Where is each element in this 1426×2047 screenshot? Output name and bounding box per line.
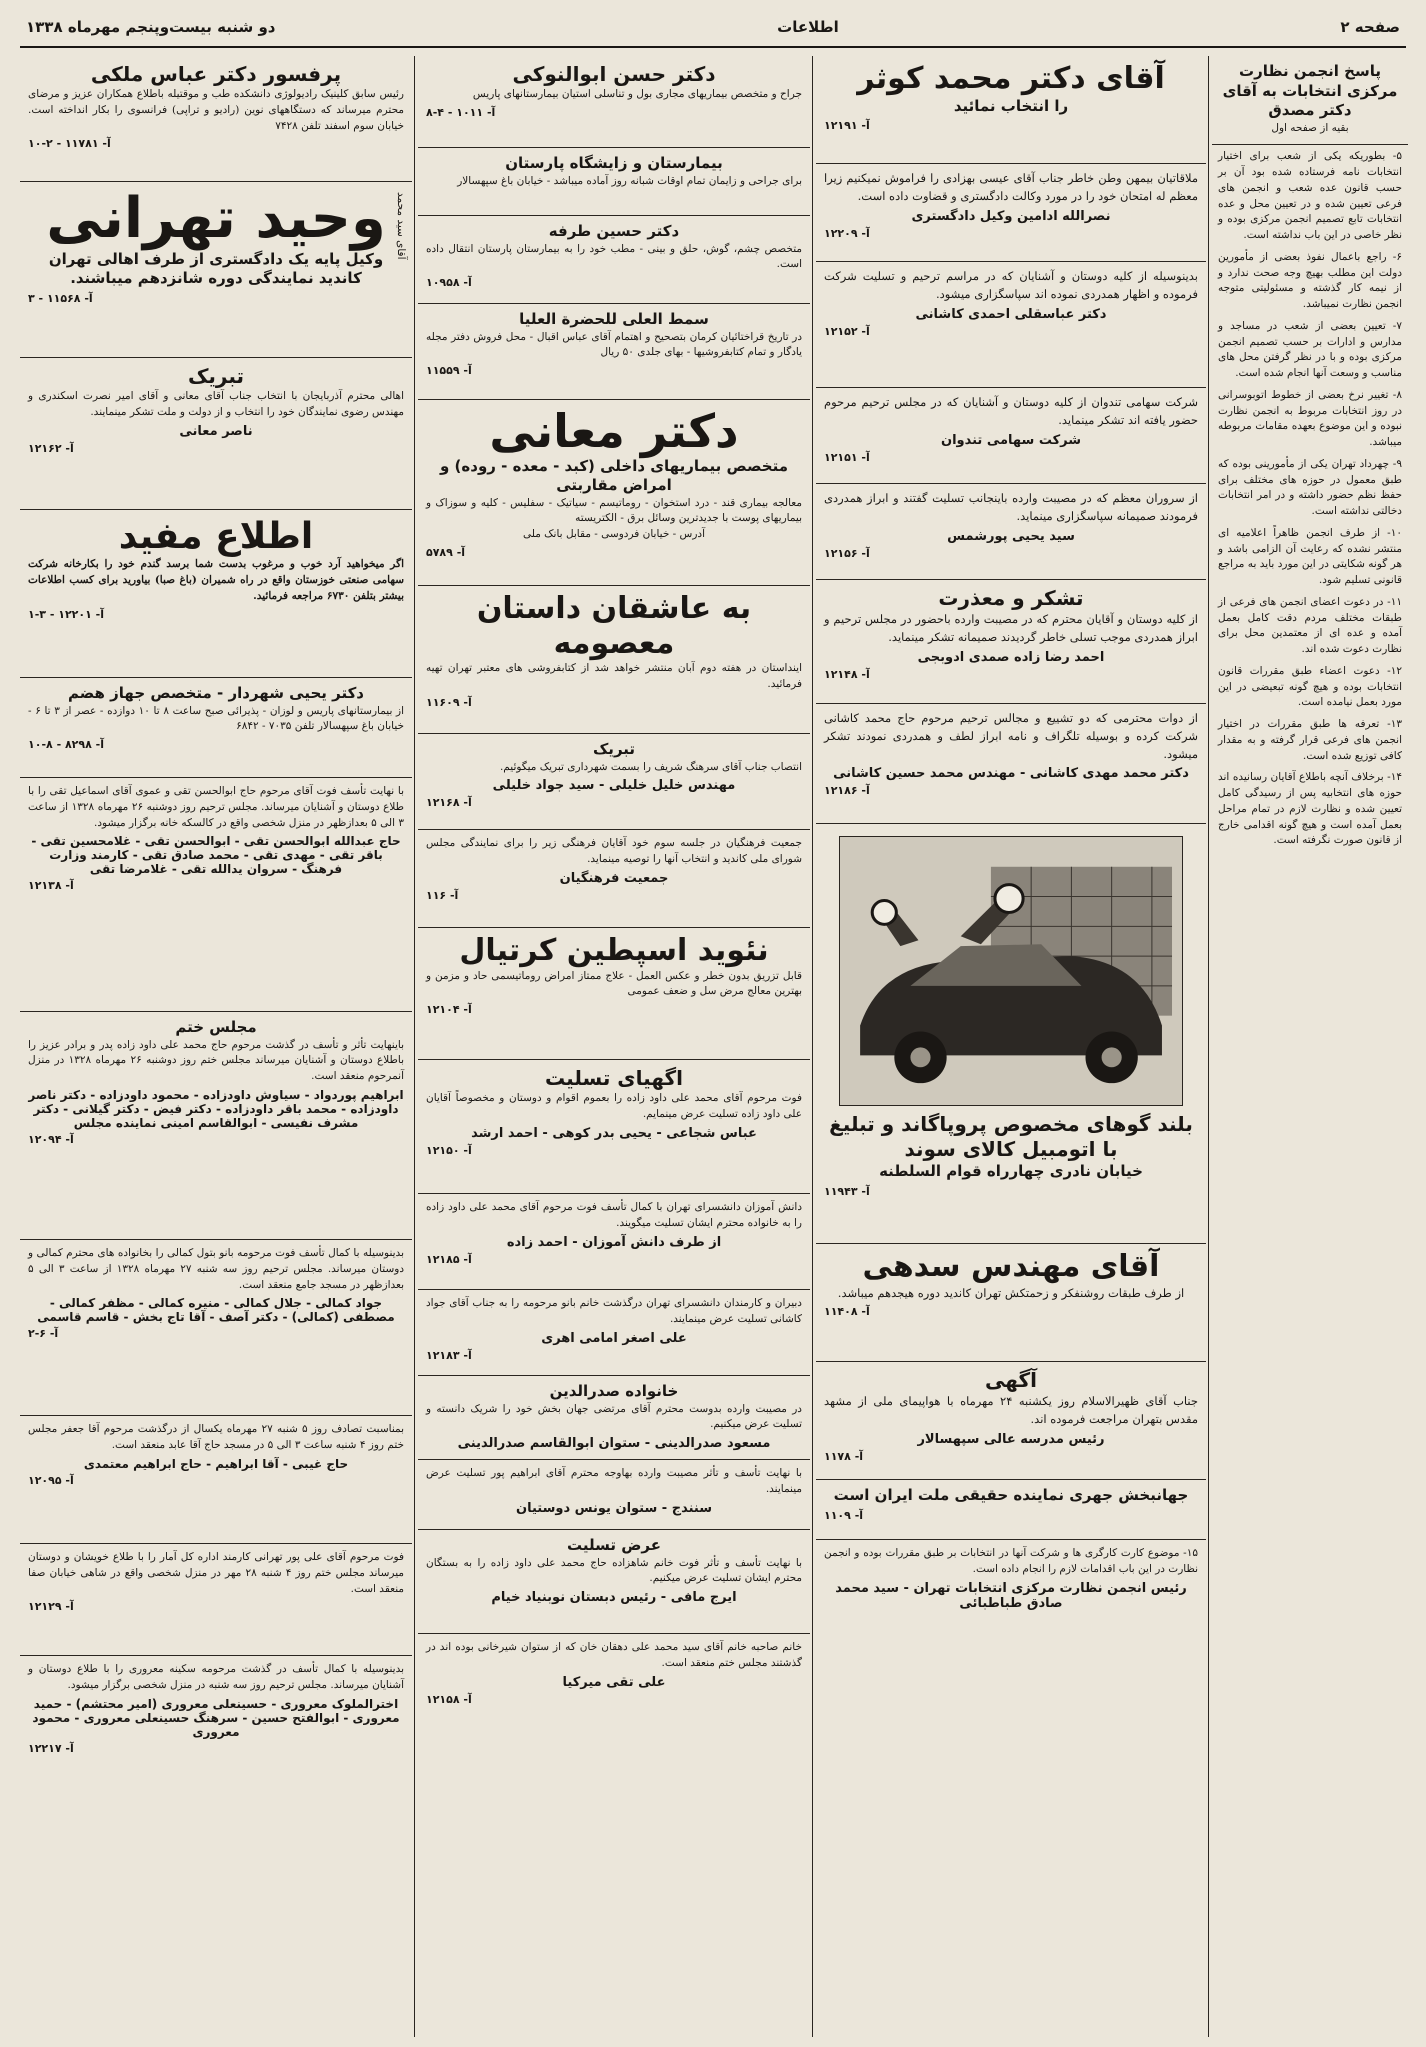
page-header <box>20 8 1406 48</box>
ad-signature: اخترالملوک معروری - حسینعلی معروری (امیر محتشم) - حمید معروری - ابوالفتح حسین - سرهنگ حسینعلی معروری - محمود معروری <box>32 1696 400 1739</box>
ad-code: آ- ۱۲۱۵۸ <box>426 1692 472 1706</box>
ad-body: ملاقاتیان بیمهن وطن خاطر جناب آقای عیسی بهزادی را فراموش نمیکنیم زیرا معظم له امتحان خود را در مورد وکالت دادگستری و قضاوت داده است. <box>824 171 1198 203</box>
ad-body: فوت مرحوم آقای محمد علی داود زاده را بعموم اقوام و دوستان و مخصوصاً آقایان علی داود زاده تسلیت عرض مینمایم. <box>426 1092 802 1120</box>
ad-body: دانش آموزان دانشسرای تهران با کمال تأسف فوت مرحوم آقای محمد علی داود زاده را به خانواده محترم ایشان تسلیت میگویند. <box>426 1201 802 1229</box>
ad-medicine <box>418 928 810 1060</box>
ad-title: مجلس ختم <box>175 1018 257 1036</box>
ad-code: آ- ۸۲۹۸ - ۸-۱۰ <box>28 738 104 751</box>
ad-body: انتصاب جناب آقای سرهنگ شریف را بسمت شهرداری تبریک میگوئیم. <box>499 760 802 773</box>
ad-congrats-azerbaijan <box>20 358 412 510</box>
ad-code: آ- ۱۲۱۵۰ <box>426 1143 472 1157</box>
ad-code: آ- ۱۲۰۹۵ <box>28 1473 74 1487</box>
loudspeaker-car-illustration <box>839 836 1183 1106</box>
ad-condolence-taqi <box>20 778 412 1012</box>
article-paragraph: ۵- بطوریکه یکی از شعب برای اختیار انتخابات نامه فرستاده شده بود آن بر حسب قانون عده شعب و انجمن های فرعی تعیین شده و در تعیین محل و عده انتخابات تابع تصمیم انجمن مرکزی بوده و نظر خاصی در این باب نداشته است. <box>1218 150 1402 241</box>
ad-condolence-2 <box>418 1194 810 1290</box>
ad-signature: سنندج - ستوان یونس دوستیان <box>516 1500 712 1516</box>
ad-body: جمعیت فرهنگیان در جلسه سوم خود آقایان فرهنگی زیر را برای نمایندگی مجلس شورای ملی کاندید و انتخاب آنها را توصیه مینماید. <box>426 837 802 865</box>
ad-title: دکتر حسین طرفه <box>548 222 680 240</box>
ad-masoumeh <box>418 586 810 734</box>
article-paragraph: ۱۱- در دعوت اعضای انجمن های فرعی از طبقات مختلف مردم دقت کامل بعمل آمده و عده ای از معتمدین محل برای نظارت دعوت شده اند. <box>1218 595 1402 655</box>
ad-subtitle: را انتخاب نمائید <box>953 96 1069 115</box>
ad-body: رئیس سابق کلینیک رادیولوژی دانشکده طب و موقتیله باطلاع همکاران عزیز و مرضای محترم میرساند که دستگاههای نوین (رادیو و تراپی) فرانسوی را بکار انداخته است. خیابان سوم اسفند تلفن ۷۴۲۸ <box>28 88 404 132</box>
ad-title: آگهی <box>985 1368 1037 1392</box>
ad-anniversary <box>20 1416 412 1544</box>
ad-body: معالجه بیماری قند - درد استخوان - روماتیسم - سیاتیک - سفلیس - کلیه و سوزاک و بیماریهای پوست با جدیدترین وسائل برق - الکتریسته <box>426 496 802 525</box>
ad-condolence-pour <box>20 1544 412 1656</box>
ad-code: آ- ۱۲۱۸۶ <box>824 784 870 798</box>
article-paragraph: ۱۲- دعوت اعضاء طبق مقررات قانون انتخابات بوده و هیچ گونه تبعیضی در این مورد بعمل نیامده است. <box>1218 664 1402 709</box>
ad-title: بلند گوهای مخصوص پروپاگاند و تبلیغ با اتومبیل کالای سوند <box>829 1112 1193 1161</box>
ad-body: ۱۵- موضوع کارت کارگری ها و شرکت آنها در انتخابات بر طبق مقررات بوده و انجمن نظارت در این باب اقدامات لازم را انجام داده است. <box>824 1547 1198 1575</box>
column-3 <box>418 56 810 2037</box>
ad-signature: عباس شجاعی - یحیی بدر کوهی - احمد ارشد <box>471 1125 757 1141</box>
ad-code: آ- ۱۱۰۹ <box>824 1508 864 1522</box>
ad-code: آ- ۱۲۱۴۸ <box>824 667 870 681</box>
ad-body: با نهایت تأسف و تأثر فوت خانم شاهزاده حاج محمد علی داود زاده را به بستگان محترم ایشان تسلیت عرض میکنیم. <box>426 1556 802 1585</box>
ad-body: در مصیبت وارده بدوست محترم آقای مرتضی جهان بخش خود را شریک دانسته و تسلیت عرض میکنیم. <box>426 1402 802 1431</box>
ad-shahrdar <box>20 678 412 778</box>
ad-signature: احمد رضا زاده صمدی ادوبجی <box>917 649 1105 665</box>
ad-code: آ- ۱۲۲۱۷ <box>28 1741 74 1755</box>
ad-kashani-thanks <box>816 704 1206 824</box>
ad-body: متخصص چشم، گوش، حلق و بینی - مطب خود را به بیمارستان پارستان انتقال داده است. <box>426 242 802 271</box>
ad-title: سمط العلی للحضرة العلیا <box>519 310 709 328</box>
ad-code: آ- ۱۱۵۵۹ <box>426 364 472 377</box>
column-rule <box>414 56 415 2037</box>
ad-title: نئوید اسپطین کرتیال <box>459 933 769 968</box>
ad-body: بدینوسیله با کمال تأسف فوت مرحومه بانو بتول کمالی را بخانواده های محترم کمالی و دوستان میرساند. مجلس ترحیم روز سه شنبه ۲۷ مهرماه ۱۳۲۸ از ساعت ۳ الی ۵ بعدازظهر در مسجد جامع منعقد است. <box>28 1247 405 1291</box>
ad-thanks-kashani <box>816 262 1206 388</box>
column-rule <box>1208 56 1209 2037</box>
ad-signature: ایرج مافی - رئیس دبستان نوبنیاد خیام <box>491 1590 737 1605</box>
ad-title: تبریک <box>187 364 245 388</box>
ad-code: آ- ۱۲۱۶۸ <box>426 796 472 810</box>
column-1 <box>1212 56 1408 2037</box>
ad-signature: حاج غیبی - آقا ابراهیم - حاج ابراهیم معتمدی <box>83 1456 349 1471</box>
article-title: پاسخ انجمن نظارت مرکزی انتخابات به آقای دکتر مصدق <box>1222 62 1398 119</box>
ad-kowsar <box>816 56 1206 164</box>
ad-title: اطلاع مفید <box>118 516 314 557</box>
ad-signature: حاج عبدالله ابوالحسن تقی - ابوالحسن تقی - غلامحسین تقی - باقر تقی - مهدی تقی - محمد صادق تقی - کارمند وزارت فرهنگ - سروان یدالله تقی - غلامرضا تقی <box>31 834 401 877</box>
ad-body: شرکت سهامی تندوان از کلیه دوستان و آشنایان که در مجلس ترحیم مرحوم حضور یافته اند تشکر مینماید. <box>824 395 1198 427</box>
ad-body: اینداستان در هفته دوم آبان منتشر خواهد شد از کتابفروشی های معتبر تهران تهیه فرمائید. <box>426 662 802 690</box>
ad-code: آ- ۱۲۱۸۳ <box>426 1348 472 1362</box>
ad-code: آ- ۱۱۹۴۳ <box>824 1184 870 1198</box>
ad-code: آ- ۱۲۲۰۹ <box>824 226 870 240</box>
ad-address: آدرس - خیابان فردوسی - مقابل بانک ملی <box>522 528 706 541</box>
ad-body: در تاریخ قراختائیان کرمان بتصحیح و اهتمام آقای عباس اقبال - محل فروش دفتر مجله یادگار و تمام کتابفروشیها - بهای جلدی ۵۰ ریال <box>426 330 802 359</box>
ad-title: جهانبخش جهری نماینده حقیقی ملت ایران است <box>833 1486 1189 1504</box>
ad-condolence-1 <box>418 1060 810 1194</box>
paper-name: اطلاعات <box>777 18 839 36</box>
ad-code: آ- ۱۲۱۵۲ <box>824 324 870 338</box>
ad-title: عرض تسلیت <box>567 1536 661 1554</box>
ad-title: اگهیای تسلیت <box>544 1066 684 1090</box>
ad-signature: از طرف دانش آموزان - احمد زاده <box>506 1234 722 1250</box>
ad-body: از سروران معظم که در مصیبت وارده باینجانب تسلیت گفتند و ابراز همدردی فرمودند صمیمانه سپاسگزاری مینماید. <box>824 491 1198 523</box>
ad-signature: مهندس خلیل خلیلی - سید جواد خلیلی <box>492 778 736 794</box>
ad-code: آ- ۱۱۴۰۸ <box>824 1305 870 1319</box>
ad-title: آقای مهندس سدهی <box>862 1249 1160 1284</box>
ad-signature: علی اصغر امامی اهری <box>541 1330 687 1346</box>
ad-body: بدینوسیله با کمال تأسف در گذشت مرحومه سکینه معروری را با طلاع دوستان و آشنایان میرساند. مجلس ترحیم روز سه شنبه در منزل شخصی برگزار میشود. <box>28 1663 404 1691</box>
ad-body: از طرف طبقات روشنفکر و زحمتکش تهران کاندید دوره هیجدهم میباشد. <box>837 1285 1185 1300</box>
ad-signature: ناصر معانی <box>179 423 253 439</box>
ad-thanks-apology <box>816 580 1206 704</box>
ad-body: جناب آقای ظهیرالاسلام روز یکشنبه ۲۴ مهرماه با هواپیمای ملی از مشهد مقدس بتهران مراجعت فرموده اند. <box>824 1394 1198 1426</box>
ad-code: آ- ۱۲۲۰۱ - ۳-۱ <box>28 607 104 621</box>
ad-book <box>418 304 810 400</box>
ad-code: آ- ۱۱۵۶۸ - ۳ <box>28 291 93 305</box>
ad-code: آ- ۱۲۱۵۶ <box>824 546 870 560</box>
article-paragraph: ۹- چهرداد تهران یکی از مأمورینی بوده که طبق معمول در حوزه های مختلف برای حفظ نظم حضور داشته و در امر انتخابات دخالتی نداشته است. <box>1218 457 1402 517</box>
ad-vahid-tehrani <box>20 182 412 358</box>
ad-notice <box>816 1362 1206 1480</box>
ad-body: بمناسبت تصادف روز ۵ شنبه ۲۷ مهرماه یکسال از درگذشت مرحوم آقا جعفر مجلس ختم روز ۴ شنبه ساعت ۳ الی ۵ در مسجد حاج آقا عابد منعقد است. <box>28 1423 404 1451</box>
article-paragraph: ۷- تعیین بعضی از شعب در مساجد و مدارس و ادارات بر حسب تصمیم انجمن مرکزی بوده و با در نظر گرفتن محل های مناسب و وسعت آنها انجام شده است. <box>1218 319 1402 379</box>
ad-behzadi <box>816 164 1206 262</box>
ad-parestan-hospital <box>418 148 810 216</box>
ad-condolence-6 <box>418 1634 810 1714</box>
ad-code: آ- ۱۱۷۸۱ - ۲-۱۰ <box>28 137 111 151</box>
ad-subtitle: متخصص بیماریهای داخلی (کبد - معده - روده) و امراض مقاربتی <box>440 456 788 495</box>
ad-title: پرفسور دکتر عباس ملکی <box>90 62 342 86</box>
ad-body: باینهایت تأثر و تأسف در گذشت مرحوم حاج محمد علی داود زاده پدر و برادر عزیز را باطلاع دوستان و آشنایان میرساند مجلس ختم روز دوشنبه ۲۶ مهرماه ۱۳۲۸ در منزل آنمرحوم منعقد است. <box>28 1038 404 1082</box>
ad-pourshams <box>816 484 1206 580</box>
ad-body: فوت مرحوم آقای علی پور تهرانی کارمند اداره کل آمار را با طلاع خویشان و دوستان میرساند مجلس ختم روز ۴ شنبه ۲۸ مهر در منزل شخصی واقع در شاهی خیابان صفا منعقد است. <box>28 1551 404 1595</box>
article-paragraph: ۸- تغییر نرخ بعضی از خطوط اتوبوسرانی در روز انتخابات مربوط به انجمن نظارت نبوده و این موضوع بعهده مقامات مربوطه میباشد. <box>1218 388 1402 448</box>
ad-code: آ- ۶-۲ <box>28 1327 59 1341</box>
car-drawing-icon <box>840 837 1182 1105</box>
article-paragraph: ۱۳- تعرفه ها طبق مقررات در اختیار انجمن های فرعی قرار گرفته و به مقدار کافی توزیع شده است. <box>1218 718 1402 762</box>
ad-code: آ- ۱۲۱۲۹ <box>28 1600 74 1614</box>
ad-condolence-kamali <box>20 1240 412 1416</box>
article-subtitle: بقیه از صفحه اول <box>1271 121 1349 134</box>
ad-title: تبریک <box>592 740 636 758</box>
ad-loudspeaker <box>816 824 1206 1244</box>
ad-body: دبیران و کارمندان دانشسرای تهران درگذشت خانم بانو مرحومه را به جناب آقای جواد کاشانی تسلیت عرض مینمایند. <box>426 1297 802 1325</box>
ad-body: جراح و متخصص بیماریهای مجاری بول و تناسلی استیان بیمارستانهای پاریس <box>472 88 802 100</box>
ad-code: آ- ۱۱۶ <box>426 888 459 902</box>
ad-memorial <box>20 1012 412 1240</box>
column-4 <box>20 56 412 2037</box>
article-header <box>1212 56 1408 145</box>
ad-body: با نهایت تأسف فوت آقای مرحوم حاج ابوالحسن تقی و عموی آقای اسماعیل تقی را با طلاع دوستان و آشنایان میرساند. مجلس ترحیم روز دوشنبه ۲۶ مهرماه ۱۳۲۸ از ساعت ۳ الی ۵ بعدازظهر در منزل شخصی واقع در کالسکه خانه برگزار میشود. <box>28 785 404 829</box>
ad-title: وحید تهرانی <box>46 186 386 251</box>
article-paragraph: ۱۰- از طرف انجمن ظاهراً اعلامیه ای منتشر نشده که رعایت آن الزامی باشد و هر گونه شکایتی در این مورد باید به مراجع قانونی تسلیم شود. <box>1218 526 1402 586</box>
ad-signature: جواد کمالی - جلال کمالی - منیره کمالی - مظفر کمالی - مصطفی (کمالی) - دکتر آصف - آقا تاج بخش - قاسم قاسمی <box>37 1296 395 1325</box>
ad-code: آ- ۱۱۷۸ <box>824 1449 864 1463</box>
ad-code: آ- ۱۱۶۰۹ <box>426 695 472 709</box>
ad-code: آ- ۱۲۱۹۱ <box>824 119 870 132</box>
ad-title: دکتر حسن ابوالنوکی <box>512 62 716 86</box>
ad-signature: دکتر عباسقلی احمدی کاشانی <box>915 306 1107 322</box>
ad-signature: ابراهیم پوردواد - سیاوش داودزاده - محمود داودزاده - دکتر ناصر داودزاده - محمد باقر داودزاده - دکتر فیض - دکتر گیلانی - دکتر مشرف نفیسی - ابوالقاسم امینی نماینده مجلس <box>28 1087 404 1130</box>
ad-title: تشکر و معذرت <box>938 586 1084 610</box>
ad-signature: مسعود صدرالدینی - ستوان ابوالقاسم صدرالدینی <box>457 1436 771 1451</box>
ad-signature: رئیس مدرسه عالی سپهسالار <box>917 1431 1105 1447</box>
ad-title: بیمارستان و زایشگاه پارستان <box>505 154 723 172</box>
ad-abolnouki <box>418 56 810 148</box>
ad-address: خیابان نادری چهارراه قوام السلطنه <box>879 1162 1143 1180</box>
column-rule <box>812 56 813 2037</box>
ad-maleki <box>20 56 412 182</box>
column-2 <box>816 56 1206 2037</box>
ad-torfeh <box>418 216 810 304</box>
ad-code: آ- ۱۲۱۶۲ <box>28 441 74 455</box>
ad-body: وکیل پایه یک دادگستری از طرف اهالی تهران کاندید نمایندگی دوره شانزدهم میباشند. <box>48 249 384 288</box>
ad-sadroddin <box>418 1376 810 1460</box>
ad-title: دکتر یحیی شهردار - متخصص جهاز هضم <box>67 684 365 702</box>
ad-body: برای جراحی و زایمان تمام اوقات شبانه روز آماده میباشد - خیابان باغ سپهسالار <box>457 174 802 187</box>
ad-code: آ- ۱۰۱۱ - ۴-۸ <box>426 105 496 119</box>
ad-title: دکتر معانی <box>489 404 739 458</box>
ad-title: خانواده صدرالدین <box>549 1382 679 1400</box>
ad-side-label: آقای سید محمد <box>395 192 407 260</box>
ad-title: به عاشقان داستان معصومه <box>476 591 752 661</box>
ad-teachers <box>418 830 810 928</box>
ad-code: آ- ۱۲۰۹۴ <box>28 1132 74 1146</box>
ad-condolence-marouri <box>20 1656 412 1763</box>
ad-signature: شرکت سهامی تندوان <box>940 432 1082 448</box>
ad-code: آ- ۱۲۱۰۴ <box>426 1003 472 1016</box>
ad-congrats-khalili <box>418 734 810 830</box>
ad-body: از بیمارستانهای پاریس و لوزان - پذیرائی صبح ساعت ۸ تا ۱۰ دوازده - عصر از ۳ تا ۶ - خیابان باغ سپهسالار تلفن ۷۰۳۵ - ۶۸۴۲ <box>28 704 405 733</box>
ad-code: آ- ۱۲۱۳۸ <box>28 879 74 893</box>
ad-tondvan <box>816 388 1206 484</box>
ad-sedehi <box>816 1244 1206 1362</box>
article-continuation <box>816 1540 1206 1619</box>
ad-code: آ- ۵۷۸۹ <box>426 545 466 559</box>
page-number: صفحه ۲ <box>1340 18 1400 36</box>
article-body <box>1212 145 1408 859</box>
article-paragraph: ۶- راجع باعمال نفوذ بعضی از مأمورین دولت این مطلب بهیچ وجه صحت ندارد و از نیمه کار گذشته و مسئولیتی متوجه انجمن نظارت نمیباشد. <box>1218 250 1402 310</box>
ad-body: قابل تزریق بدون خطر و عکس العمل - علاج ممتاز امراض روماتیسمی حاد و مزمن و بهترین معالج مرض سل و ضعف عمومی <box>426 969 802 998</box>
ad-useful-info <box>20 510 412 678</box>
ad-condolence-3 <box>418 1290 810 1376</box>
ad-body: بدینوسیله از کلیه دوستان و آشنایان که در مراسم ترحیم و تسلیت شرکت فرموده و اظهار همدردی نموده اند سپاسگزاری میشود. <box>824 269 1198 301</box>
ad-code: آ- ۱۲۱۵۱ <box>824 450 870 464</box>
ad-signature: جمعیت فرهنگیان <box>559 870 669 886</box>
ad-condolence-4 <box>418 1460 810 1530</box>
ad-condolence-5 <box>418 1530 810 1634</box>
ad-signature: علی تقی میرکیا <box>562 1674 666 1690</box>
ad-title: آقای دکتر محمد کوثر <box>857 61 1165 96</box>
ad-body: از دوات محترمی که دو تشییع و مجالس ترحیم مرحوم حاج محمد کاشانی شرکت کرده و بوسیله تلگراف و نامه ابراز لطف و همدردی نمودند تشکر میشود. <box>824 711 1198 761</box>
ad-signature: دکتر محمد مهدی کاشانی - مهندس محمد حسین کاشانی <box>833 766 1189 782</box>
ad-signature: نصرالله ادامین وکیل دادگستری <box>911 208 1111 224</box>
article-paragraph: ۱۴- برخلاف آنچه باطلاع آقایان رسانیده اند حوزه های انتخابیه پس از رسیدگی کامل تعیین شده و نظارت لازم در تمام مراحل بعمل آمده است و هیچ گونه اقدامی خارج از قانون صورت نگرفته است. <box>1218 771 1402 847</box>
ad-body: از کلیه دوستان و آقایان محترم که در مصیبت وارده باحضور در مجلس ترحیم و ابراز همدردی موجب تسلی خاطر گردیدند صمیمانه تشکر مینماید. <box>824 612 1198 644</box>
ad-jahanbakhsh <box>816 1480 1206 1540</box>
ad-code: آ- ۱۰۹۵۸ <box>426 276 472 289</box>
ad-body: اگر میخواهید آرد خوب و مرغوب بدست شما برسد گندم خود را بکارخانه شرکت سهامی صنعتی خوزستان واقع در راه شمیران (باغ صبا) بیاورید برای کسب اطلاعات بیشتر بتلفن ۶۷۳۰ مراجعه فرمائید. <box>28 558 404 602</box>
ad-body: خانم صاحبه خانم آقای سید محمد علی دهقان خان که از ستوان شیرخانی بوده اند در گذشتند مجلس ختم منعقد است. <box>426 1641 802 1669</box>
ad-code: آ- ۱۲۱۸۵ <box>426 1252 472 1266</box>
ad-maani <box>418 400 810 586</box>
issue-date: دو شنبه بیست‌وپنجم مهرماه ۱۳۳۸ <box>26 18 276 36</box>
ad-signature: رئیس انجمن نظارت مرکزی انتخابات تهران - سید محمد صادق طباطبائی <box>835 1580 1187 1611</box>
ad-body: اهالی محترم آذربایجان با انتخاب جناب آقای معانی و آقای امیر نصرت اسکندری و مهندس رضوی نمایندگان خود را انتخاب و از دولت و ملت تشکر مینمایند. <box>28 390 404 418</box>
ad-signature: سید یحیی پورشمس <box>947 528 1075 544</box>
ad-body: با نهایت تأسف و تأثر مصیبت وارده بهاوجه محترم آقای ابراهیم پور تسلیت عرض مینمایند. <box>426 1467 802 1495</box>
